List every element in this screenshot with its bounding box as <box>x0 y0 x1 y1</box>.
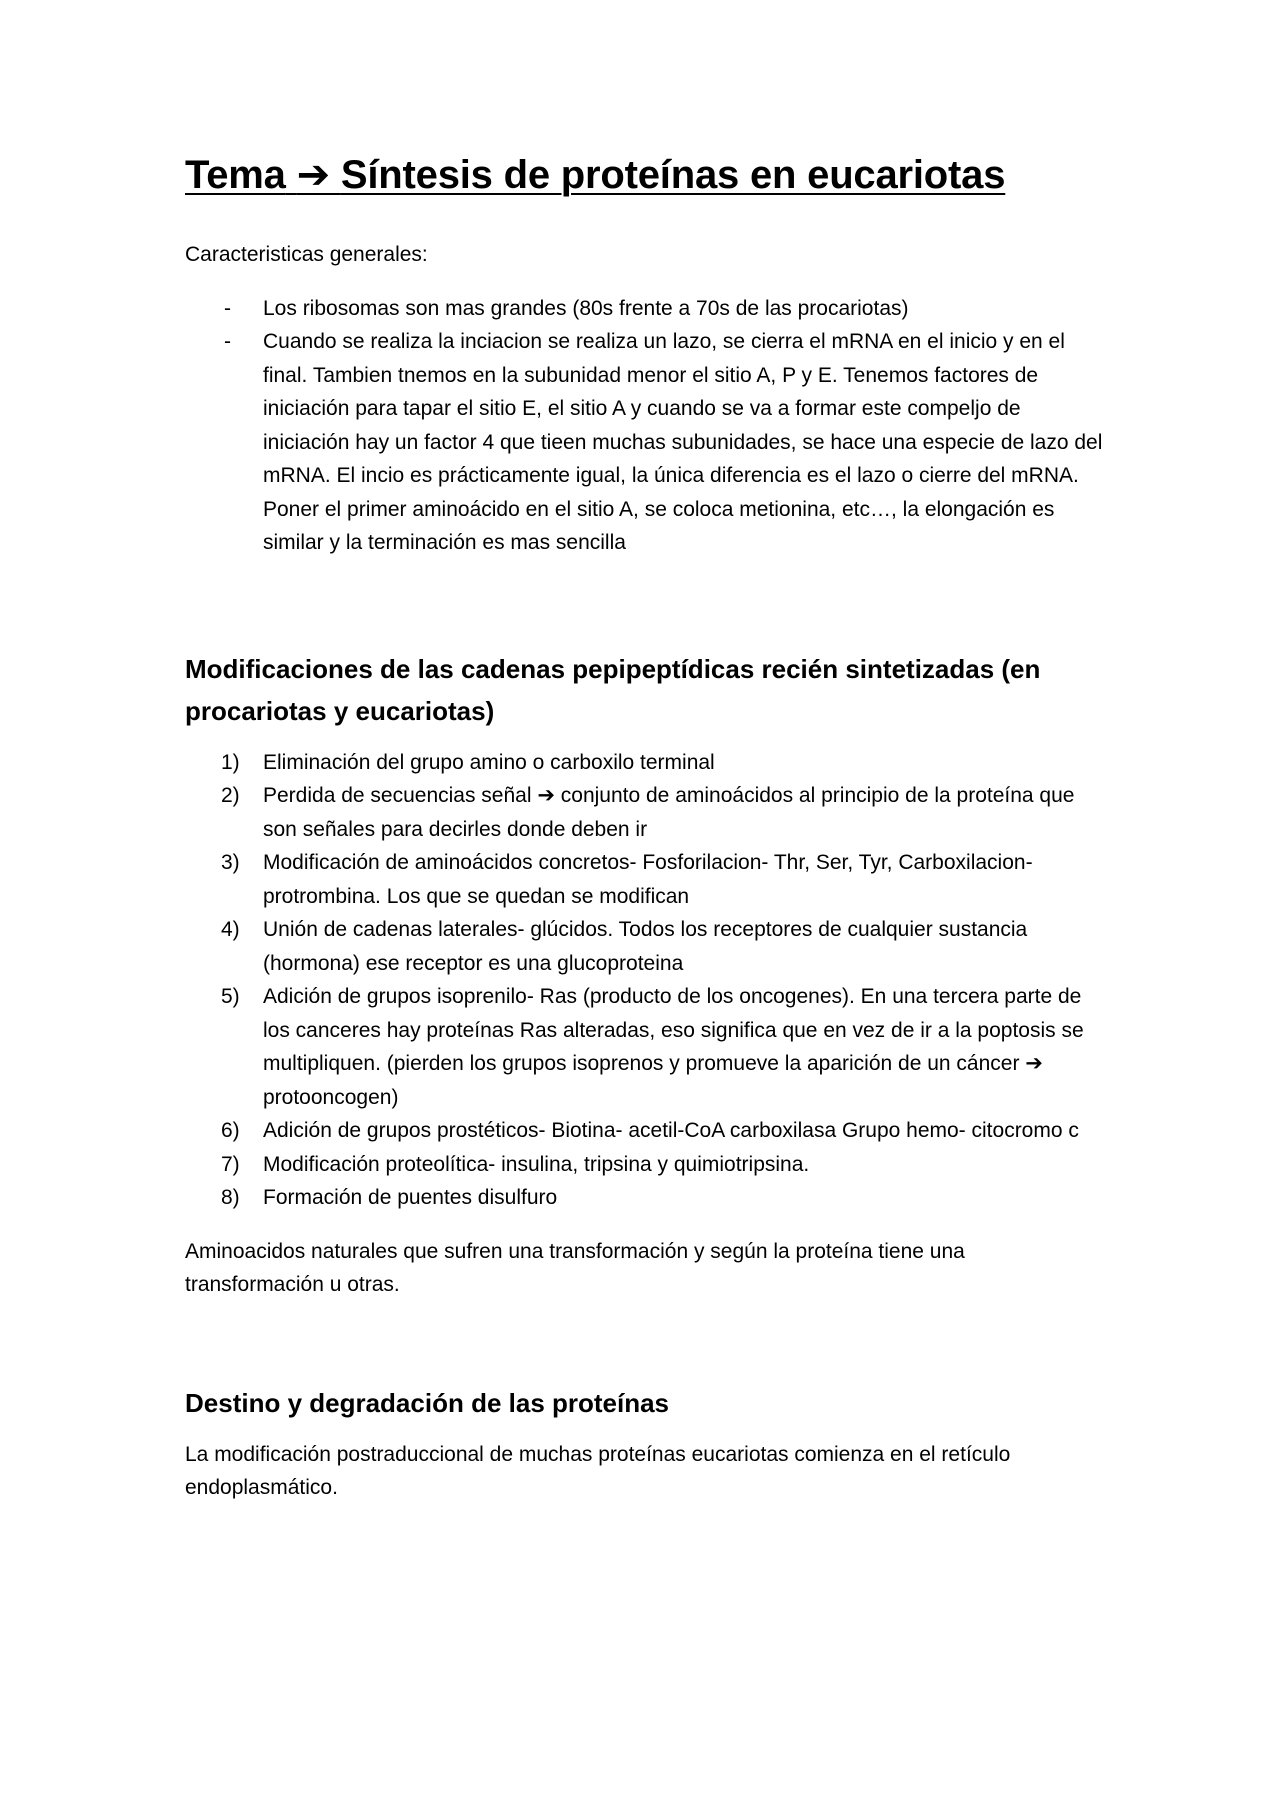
list-number: 1) <box>221 750 240 774</box>
section-paragraph-amino-acids: Aminoacidos naturales que sufren una transformación y según la proteína tiene una transformación u otras. <box>185 1239 965 1296</box>
general-features-list <box>185 292 1105 560</box>
list-item-text: Los ribosomas son mas grandes (80s frente a 70s de las procariotas) <box>263 296 909 320</box>
right-arrow-icon: ➔ <box>296 153 330 197</box>
list-number: 5) <box>221 985 240 1008</box>
list-item-text: Perdida de secuencias señal ➔ conjunto de aminoácidos al principio de la proteína que son señales para decirles donde deben ir <box>263 784 1075 841</box>
list-item-text: Cuando se realiza la inciacion se realiza un lazo, se cierra el mRNA en el inicio y en el final. Tambien tnemos en la subunidad menor el sitio A, P y E. Tenemos factores de iniciación para tapar el sitio E, el sitio A y cuando se va a formar este compeljo de iniciación hay un factor 4 que tieen muchas subunidades, se hace una especie de lazo del mRNA. El incio es prácticamente igual, la única diferencia es el lazo o cierre del mRNA. Poner el primer aminoácido en el sitio A, se coloca metionina, etc…, la elongación es similar y la terminación es mas sencilla <box>263 330 1103 554</box>
section-heading-modifications: Modificaciones de las cadenas pepipeptídicas recién sintetizadas (en procariotas y eucariotas) <box>185 653 1041 726</box>
list-item-text: Adición de grupos isoprenilo- Ras (producto de los oncogenes). En una tercera parte de los canceres hay proteínas Ras alteradas, eso significa que en vez de ir a la poptosis se multipliquen. (pierden los grupos isoprenos y promueve la aparición de un cáncer ➔ protooncogen) <box>263 985 1084 1109</box>
list-item-text: Adición de grupos prostéticos- Biotina- acetil-CoA carboxilasa Grupo hemo- citocromo c <box>263 1119 1079 1142</box>
title-text: Síntesis de proteínas en eucariotas <box>340 153 1006 197</box>
document-page <box>185 150 1105 1505</box>
list-item <box>185 980 1105 1114</box>
list-item <box>185 325 1105 560</box>
document-title <box>185 150 1105 200</box>
list-item <box>185 913 1105 980</box>
list-number: 3) <box>221 851 240 874</box>
list-item-text: Unión de cadenas laterales- glúcidos. Todos los receptores de cualquier sustancia (hormona) ese receptor es una glucoproteina <box>263 918 1028 975</box>
modifications-list <box>185 746 1105 1215</box>
list-item <box>185 1148 1105 1182</box>
intro-label: Caracteristicas generales: <box>185 243 428 266</box>
list-number: 8) <box>221 1186 240 1209</box>
list-item <box>185 746 1105 780</box>
list-item <box>185 1181 1105 1215</box>
list-item <box>185 292 1105 326</box>
list-item <box>185 846 1105 913</box>
list-number: 2) <box>221 784 240 807</box>
list-number: 7) <box>221 1152 240 1176</box>
list-number: 4) <box>221 918 240 941</box>
list-item-text: Eliminación del grupo amino o carboxilo terminal <box>263 750 715 774</box>
list-item-text: Modificación proteolítica- insulina, tripsina y quimiotripsina. <box>263 1152 810 1176</box>
list-item <box>185 779 1105 846</box>
title-prefix: Tema <box>185 153 286 197</box>
dash-bullet: - <box>224 330 231 353</box>
section-heading-destination: Destino y degradación de las proteínas <box>185 1387 670 1418</box>
list-item <box>185 1114 1105 1148</box>
list-item-text: Modificación de aminoácidos concretos- Fosforilacion- Thr, Ser, Tyr, Carboxilacion- protrombina. Los que se quedan se modifican <box>263 851 1033 908</box>
list-item-text: Formación de puentes disulfuro <box>263 1186 558 1209</box>
list-number: 6) <box>221 1119 240 1142</box>
dash-bullet: - <box>224 296 231 320</box>
section-paragraph-destination: La modificación postraduccional de muchas proteínas eucariotas comienza en el retículo endoplasmático. <box>185 1442 1011 1499</box>
